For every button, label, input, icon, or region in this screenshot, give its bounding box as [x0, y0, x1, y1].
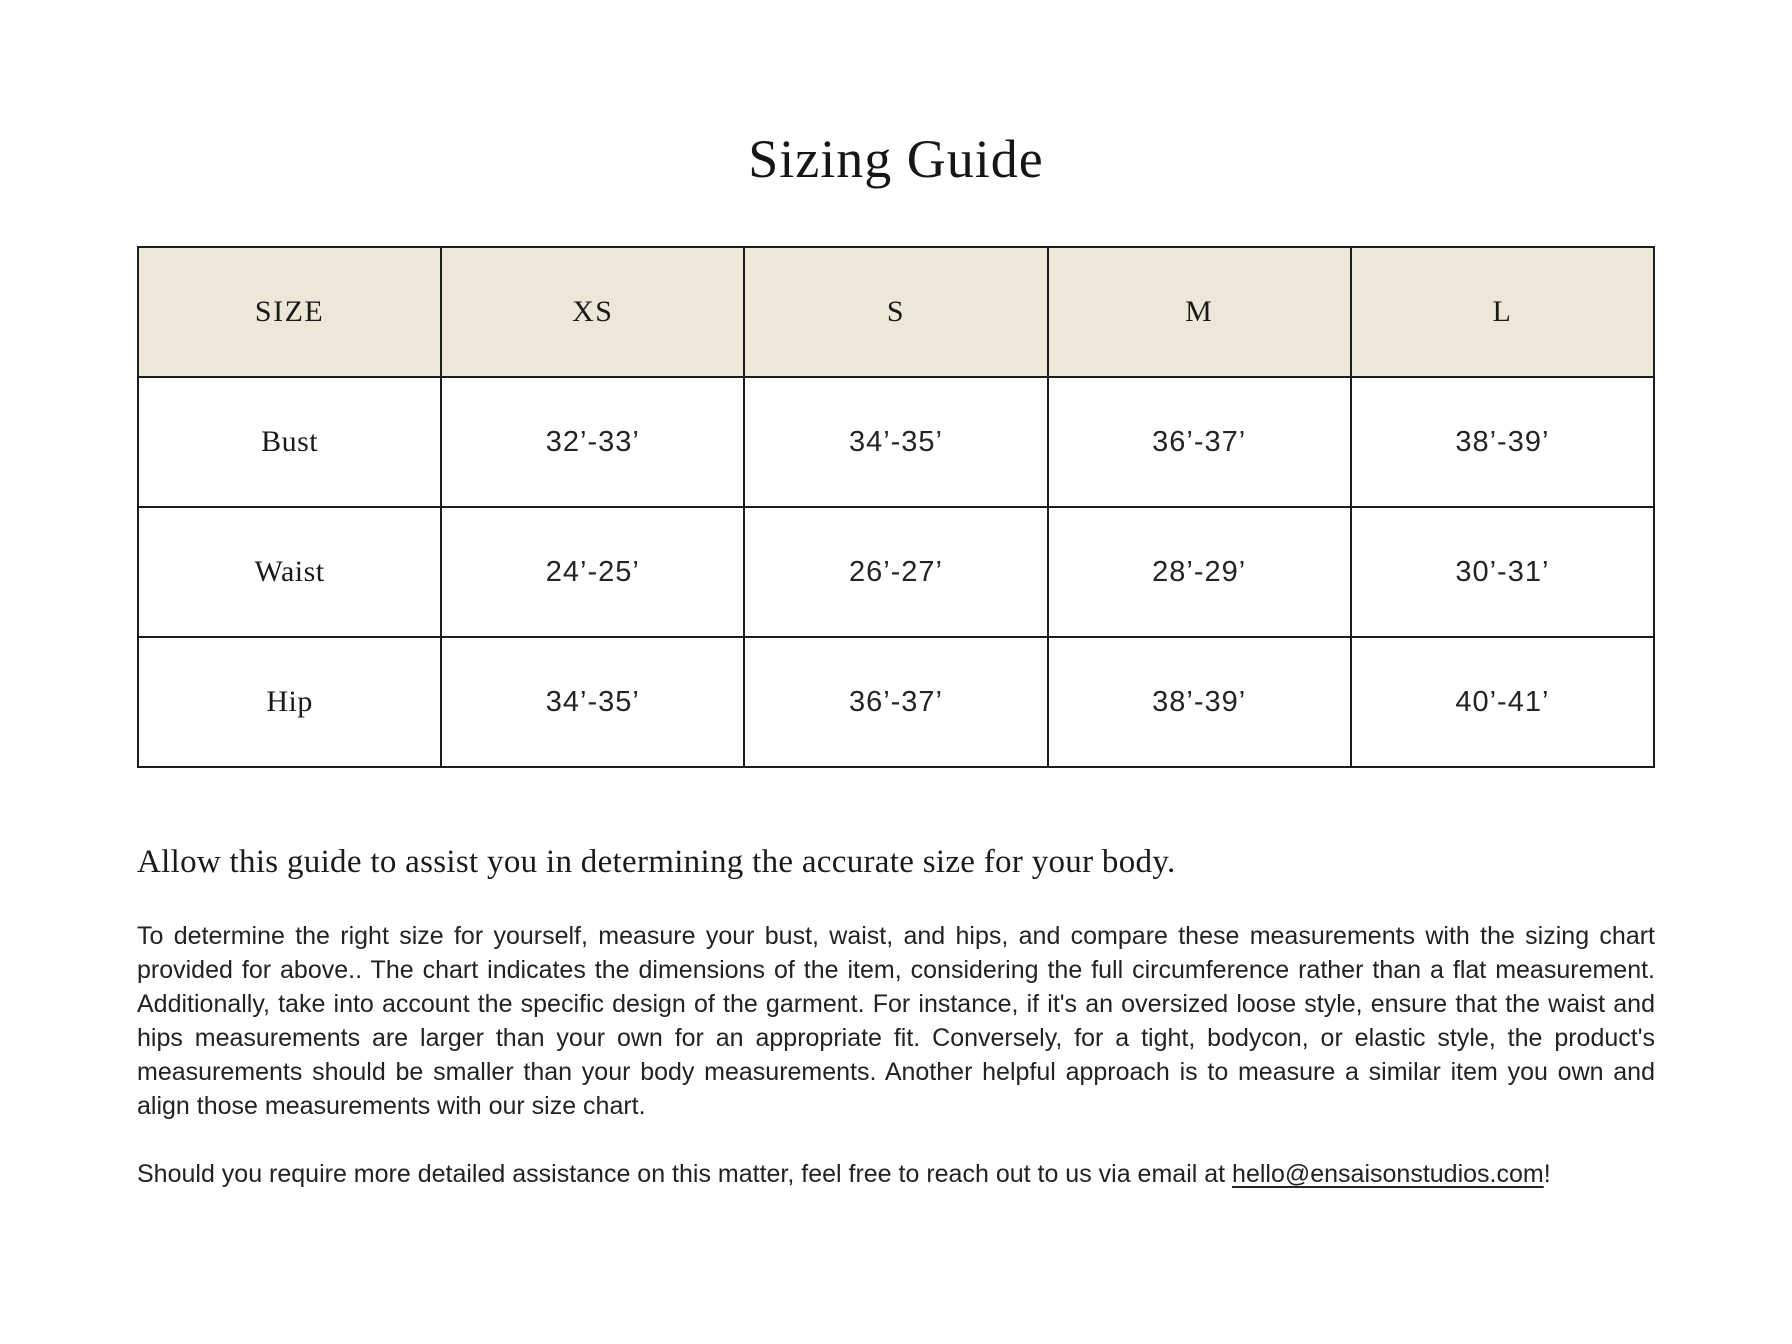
column-header-m: M [1048, 247, 1351, 377]
hip-s-value: 36’-37’ [744, 637, 1047, 767]
hip-xs-value: 34’-35’ [441, 637, 744, 767]
waist-m-value: 28’-29’ [1048, 507, 1351, 637]
table-row-bust [138, 377, 1654, 507]
sizing-guide-page [0, 128, 1792, 1344]
bust-xs-value: 32’-33’ [441, 377, 744, 507]
column-header-xs: XS [441, 247, 744, 377]
guide-paragraph: To determine the right size for yourself, measure your bust, waist, and hips, and compare these measurements with the sizing chart provided for above.. The chart indicates the dimensions of the item, considering the full circumference rather than a flat measurement. Additionally, take into account the specific design of the garment. For instance, if it's an oversized loose style, ensure that the waist and hips measurements are larger than your own for an appropriate fit. Conversely, for a tight, bodycon, or elastic style, the product's measurements should be smaller than your body measurements. Another helpful approach is to measure a similar item you own and align those measurements with our size chart. [137, 922, 1655, 1120]
table-row-waist [138, 507, 1654, 637]
hip-m-value: 38’-39’ [1048, 637, 1351, 767]
sizing-table [137, 246, 1655, 768]
contact-text-prefix: Should you require more detailed assistance on this matter, feel free to reach out to us via email at [137, 1160, 1233, 1188]
waist-l-value: 30’-31’ [1351, 507, 1654, 637]
hip-l-value: 40’-41’ [1351, 637, 1654, 767]
bust-l-value: 38’-39’ [1351, 377, 1654, 507]
contact-email-link[interactable]: hello@ensaisonstudios.com [1232, 1160, 1544, 1188]
bust-m-value: 36’-37’ [1048, 377, 1351, 507]
contact-text-suffix: ! [1543, 1160, 1551, 1188]
guide-subheading: Allow this guide to assist you in determining the accurate size for your body. [137, 844, 1176, 880]
contact-line [137, 1157, 1655, 1191]
column-header-s: S [744, 247, 1047, 377]
table-row-hip [138, 637, 1654, 767]
column-header-size: SIZE [138, 247, 441, 377]
row-label-hip: Hip [138, 637, 441, 767]
waist-s-value: 26’-27’ [744, 507, 1047, 637]
row-label-waist: Waist [138, 507, 441, 637]
column-header-l: L [1351, 247, 1654, 377]
page-title: Sizing Guide [748, 129, 1044, 189]
table-header-row [138, 247, 1654, 377]
bust-s-value: 34’-35’ [744, 377, 1047, 507]
row-label-bust: Bust [138, 377, 441, 507]
waist-xs-value: 24’-25’ [441, 507, 744, 637]
